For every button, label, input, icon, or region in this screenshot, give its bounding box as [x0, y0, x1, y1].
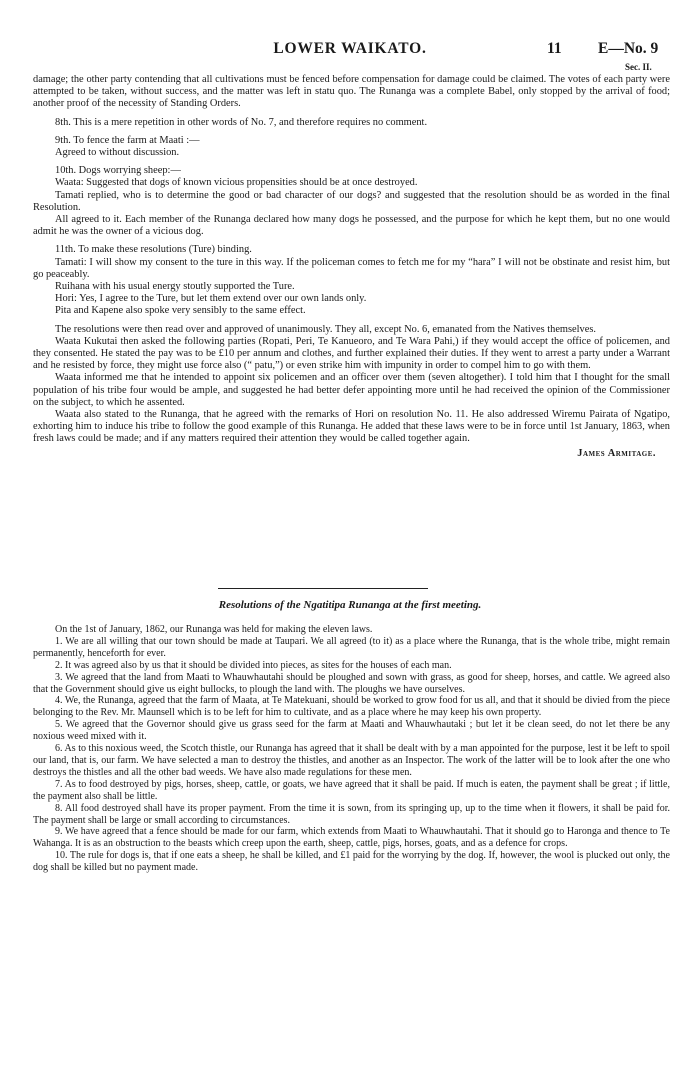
- paragraph: 3. We agreed that the land from Maati to Whauwhautahi should be ploughed and sown with grass, as good for sheep, horses, and cattle. We agreed also that the Government should give us eight bullocks, to plough the land with. The ploughs we have ourselves.: [33, 671, 670, 695]
- section-sub: Sec. II.: [625, 62, 652, 72]
- paragraph: Agreed to without discussion.: [55, 147, 180, 159]
- paragraph: 1. We are all willing that our town should be made at Taupari. We all agreed (to it) as a place where the Runanga, that is the whole tribe, might remain permanently, henceforth for ever.: [33, 635, 670, 659]
- section-code: E—No. 9: [598, 40, 659, 57]
- paragraph: 10th. Dogs worrying sheep:—: [55, 165, 181, 177]
- paragraph: 5. We agreed that the Governor should give us grass seed for the farm at Maati and Whauwhautaki ; but let it be clean seed, do not let there be any noxious weed mixed with it.: [33, 719, 670, 743]
- paragraph: On the 1st of January, 1862, our Runanga was held for making the eleven laws.: [55, 624, 373, 635]
- paragraph: 7. As to food destroyed by pigs, horses, sheep, cattle, or goats, we have agreed that it shall be paid. If much is eaten, the payment shall be great ; if little, the payment also shall be little.: [33, 778, 670, 802]
- paragraph: Ruihana with his usual energy stoutly supported the Ture.: [55, 281, 295, 293]
- paragraph: 8. All food destroyed shall have its proper payment. From the time it is sown, from its springing up, up to the time when it flowers, it shall be paid for. The payment shall be large or small according to circumstances.: [33, 802, 670, 826]
- subheading: Resolutions of the Ngatitipa Runanga at the first meeting.: [218, 599, 482, 611]
- paragraph: Waata also stated to the Runanga, that he agreed with the remarks of Hori on resolution No. 11. He also addressed Wiremu Pairata of Ngatipo, exhorting him to induce his tribe to follow the good example of this Runanga. He added that these laws were to be in force until 1st January, 1863, when fresh laws could be made; and if any matters required their attention they would be called together again.: [33, 409, 670, 445]
- paragraph: 11th. To make these resolutions (Ture) binding.: [55, 244, 252, 256]
- paragraph: 9th. To fence the farm at Maati :—: [55, 134, 200, 146]
- signature: James Armitage.: [577, 447, 656, 459]
- paragraph: Tamati replied, who is to determine the good or bad character of our dogs? and suggested that the resolution should be as worded in the final Resolution.: [33, 189, 670, 213]
- top-text-block: [33, 74, 670, 460]
- paragraph: The resolutions were then read over and approved of unanimously. They all, except No. 6, emanated from the Natives themselves.: [55, 323, 597, 335]
- paragraph: 8th. This is a mere repetition in other words of No. 7, and therefore requires no comment.: [55, 116, 428, 128]
- paragraph: 9. We have agreed that a fence should be made for our farm, which extends from Maati to Whauwhautahi. That it should go to Haronga and thence to Te Wahanga. It is as an obstruction to the beasts which creep upon the earth, sheep, cattle, pigs, horses, goats, and as a defence for crops.: [33, 826, 670, 850]
- paragraph: damage; the other party contending that all cultivations must be fenced before compensation for damage could be claimed. The votes of each party were attempted to be taken, without success, and the matter was left in statu quo. The Runanga was a complete Babel, only stopped by the arrival of food; another proof of the necessity of Standing Orders.: [33, 74, 670, 110]
- section-divider: [218, 588, 428, 589]
- paragraph: 4. We, the Runanga, agreed that the farm of Maata, at Te Matekuani, should be worked to grow food for us all, and that it should be divied from the piece belonging to the Rev. Mr. Maunsell which is to be left for him to cultivate, and as a place where he may keep his own property.: [33, 695, 670, 719]
- paragraph: Hori: Yes, I agree to the Ture, but let them extend over our own lands only.: [55, 293, 367, 305]
- paragraph: Waata informed me that he intended to appoint six policemen and an officer over them (seven altogether). I told him that I thought for the small population of his tribe four would be ample, and suggested he had better defer appointing more until he had received the opinion of the Commissioner on the subject, to which he assented.: [33, 372, 670, 408]
- paragraph: 2. It was agreed also by us that it should be divided into pieces, as sites for the houses of each man.: [55, 659, 452, 671]
- paragraph: Tamati: I will show my consent to the ture in this way. If the policeman comes to fetch me for my “hara” I will not be obstinate and resist him, but go peaceably.: [33, 256, 670, 280]
- paragraph: All agreed to it. Each member of the Runanga declared how many dogs he possessed, and the purpose for which he kept them, but no one would admit he was the owner of a vicious dog.: [33, 214, 670, 238]
- page-header-title: LOWER WAIKATO.: [273, 40, 427, 57]
- page-number: 11: [547, 40, 562, 57]
- paragraph: Waata: Suggested that dogs of known vicious propensities should be at once destroyed.: [55, 177, 418, 189]
- paragraph: 6. As to this noxious weed, the Scotch thistle, our Runanga has agreed that it shall be dealt with by a man appointed for the purpose, lest it be left to spoil our land, that is, our farm. We have selected a man to destroy the thistles, and another as an Inspector. The work of the latter will be to look after the one who destroys the thistles and all the other bad weeds. We have also made regulations for these men.: [33, 743, 670, 778]
- paragraph: 10. The rule for dogs is, that if one eats a sheep, he shall be killed, and £1 paid for the worrying by the dog. If, however, the wool is plucked out only, the dog shall be killed but no payment made.: [33, 850, 670, 874]
- paragraph: Waata Kukutai then asked the following parties (Ropati, Peri, Te Kanueoro, and Te Wara Pahi,) if they would accept the office of policemen, and they consented. He stated the pay was to be £10 per annum and clothes, and further explained their duties. If they went to arrest a party under a Warrant and he resisted by force, they might use force also (“ patu,”) or even strike him with impunity in order to compel him to go with them.: [33, 335, 670, 372]
- paragraph: Pita and Kapene also spoke very sensibly to the same effect.: [55, 305, 306, 317]
- resolutions-block: [33, 624, 670, 874]
